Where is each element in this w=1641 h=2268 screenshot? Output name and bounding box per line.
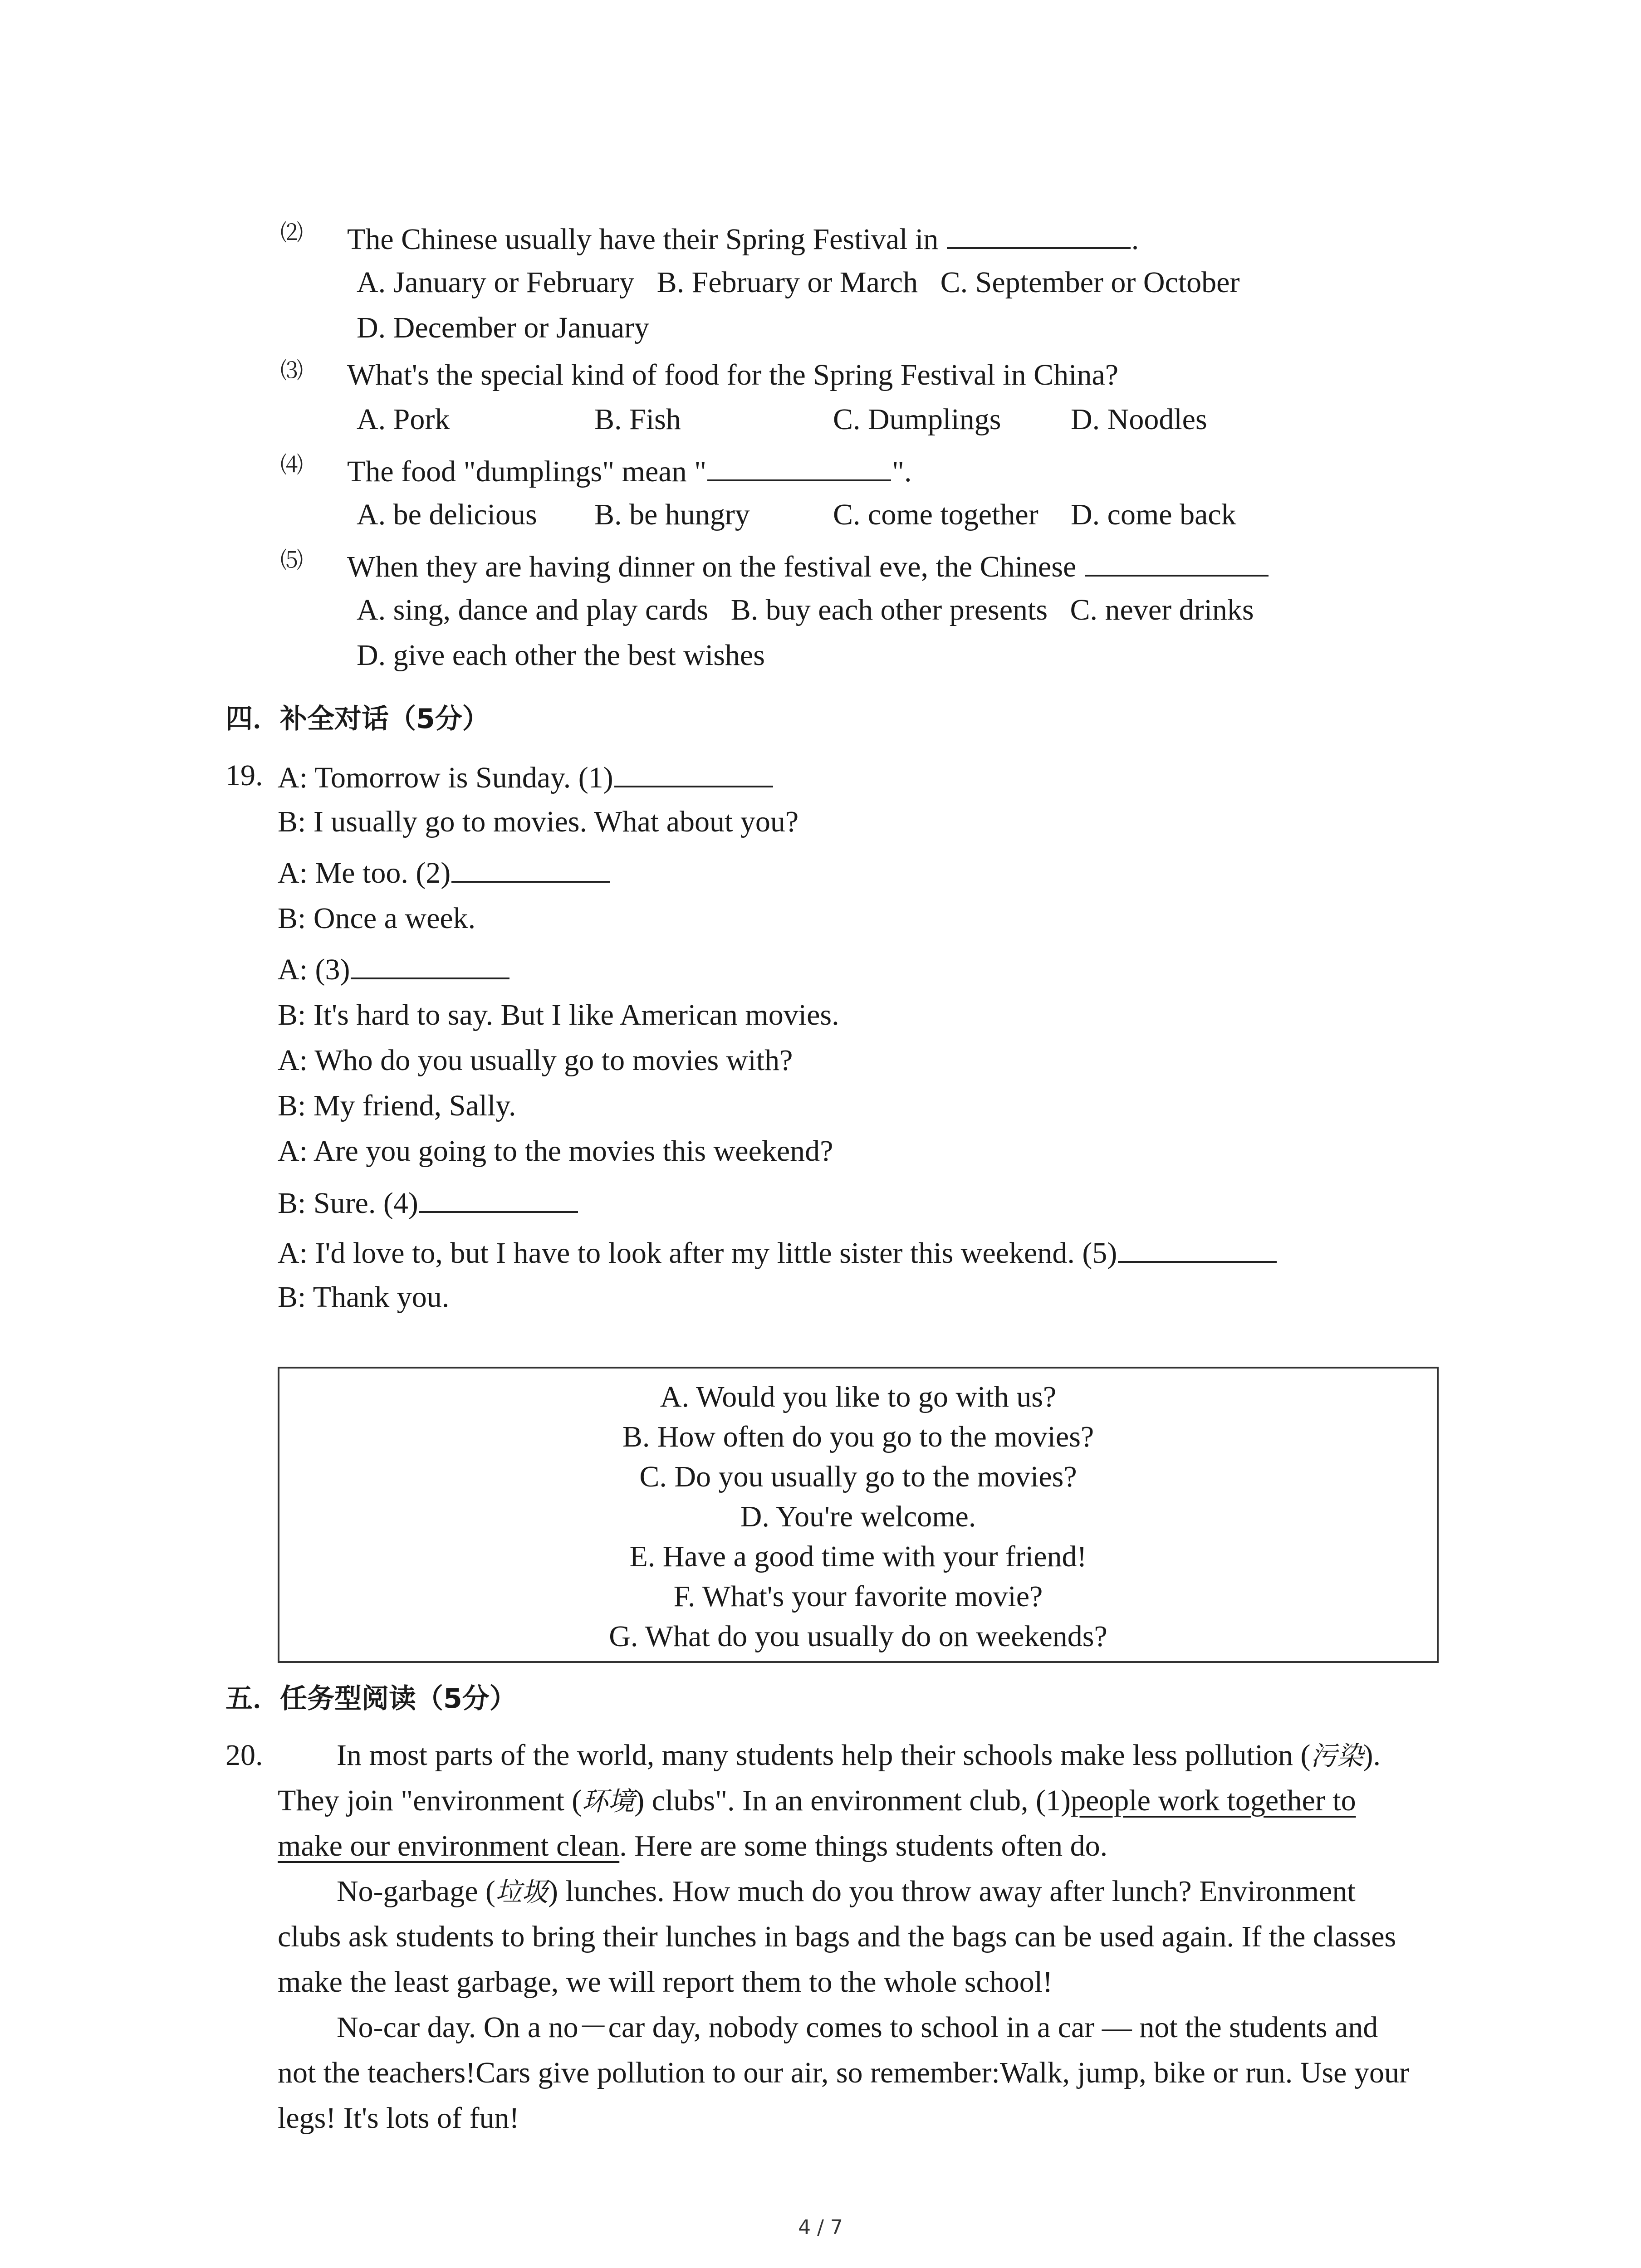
dialogue-line: B: Once a week. [278, 902, 476, 935]
item-number: ⑵ [280, 220, 303, 246]
option-item: C. Do you usually go to the movies? [639, 1460, 1077, 1493]
passage-line: No-car day. On a no－car day, nobody comes to school in a car — not the students and [337, 2011, 1378, 2044]
option-item: A. Would you like to go with us? [660, 1380, 1057, 1413]
dialogue-line: A: (3) [278, 949, 510, 986]
passage-line: In most parts of the world, many students help their schools make less pollution (污染). [337, 1739, 1381, 1772]
options-box [278, 1367, 1439, 1663]
answer-blank[interactable] [614, 758, 773, 787]
underlined-phrase: people work together to [1070, 1784, 1356, 1817]
options-line: D. December or January [357, 311, 650, 344]
question-stem: The food "dumplings" mean " ". [347, 451, 912, 488]
option-item: B. How often do you go to the movies? [622, 1420, 1094, 1453]
option-item: F. What's your favorite movie? [673, 1580, 1043, 1613]
dialogue-line: A: Me too. (2) [278, 853, 611, 889]
option-b: B. be hungry [594, 498, 750, 531]
underlined-phrase: make our environment clean [278, 1829, 620, 1862]
answer-blank[interactable] [419, 1183, 578, 1213]
item-number: ⑶ [280, 357, 303, 384]
item-number: ⑷ [280, 452, 303, 478]
option-c: C. come together [833, 498, 1038, 531]
option-item: D. You're welcome. [740, 1500, 976, 1533]
question-number: 20. [225, 1739, 263, 1772]
question-stem: When they are having dinner on the festival eve, the Chinese [347, 547, 1269, 583]
section-heading: 四．补全对话（5分） [225, 703, 490, 735]
passage-line: make the least garbage, we will report them to the whole school! [278, 1965, 1053, 1999]
option-a: A. be delicious [357, 498, 537, 531]
dialogue-line: A: I'd love to, but I have to look after my little sister this weekend. (5) [278, 1233, 1278, 1269]
options-line: A. January or February B. February or March C. September or October [357, 266, 1240, 299]
section-heading: 五．任务型阅读（5分） [225, 1683, 517, 1715]
dialogue-line: B: My friend, Sally. [278, 1089, 516, 1122]
answer-blank[interactable] [451, 853, 610, 883]
passage-line: not the teachers!Cars give pollution to our air, so remember:Walk, jump, bike or run. Use your [278, 2056, 1409, 2089]
dialogue-line: B: Sure. (4) [278, 1183, 579, 1219]
question-number: 19. [225, 759, 263, 792]
option-item: G. What do you usually do on weekends? [609, 1620, 1107, 1653]
dialogue-line: A: Tomorrow is Sunday. (1) [278, 758, 774, 794]
page-number: 4 / 7 [798, 2216, 843, 2239]
passage-line: clubs ask students to bring their lunches in bags and the bags can be used again. If the classes [278, 1920, 1396, 1953]
passage-line: make our environment clean. Here are some things students often do. [278, 1829, 1108, 1862]
option-a: A. Pork [357, 403, 450, 436]
passage-line: legs! It's lots of fun! [278, 2102, 519, 2135]
answer-blank[interactable] [351, 949, 509, 979]
option-d: D. come back [1071, 498, 1236, 531]
item-number: ⑸ [280, 547, 303, 573]
answer-blank[interactable] [947, 219, 1131, 249]
answer-blank[interactable] [707, 451, 891, 481]
dialogue-line: B: Thank you. [278, 1281, 450, 1314]
answer-blank[interactable] [1085, 547, 1269, 577]
option-b: B. Fish [594, 403, 681, 436]
dialogue-line: B: It's hard to say. But I like American movies. [278, 998, 839, 1031]
passage-line: No-garbage (垃圾) lunches. How much do you throw away after lunch? Environment [337, 1875, 1356, 1908]
passage-line: They join "environment (环境) clubs". In an environment club, (1)people work together to [278, 1784, 1356, 1817]
option-item: E. Have a good time with your friend! [629, 1540, 1087, 1573]
answer-blank[interactable] [1118, 1233, 1277, 1263]
question-stem: What's the special kind of food for the Spring Festival in China? [347, 358, 1119, 391]
question-stem: The Chinese usually have their Spring Festival in . [347, 219, 1139, 255]
dialogue-line: A: Who do you usually go to movies with? [278, 1044, 793, 1077]
dialogue-line: B: I usually go to movies. What about you? [278, 805, 799, 838]
options-line: D. give each other the best wishes [357, 639, 765, 672]
option-d: D. Noodles [1071, 403, 1207, 436]
options-line: A. sing, dance and play cards B. buy each other presents C. never drinks [357, 593, 1254, 626]
option-c: C. Dumplings [833, 403, 1001, 436]
dialogue-line: A: Are you going to the movies this weekend? [278, 1134, 833, 1168]
